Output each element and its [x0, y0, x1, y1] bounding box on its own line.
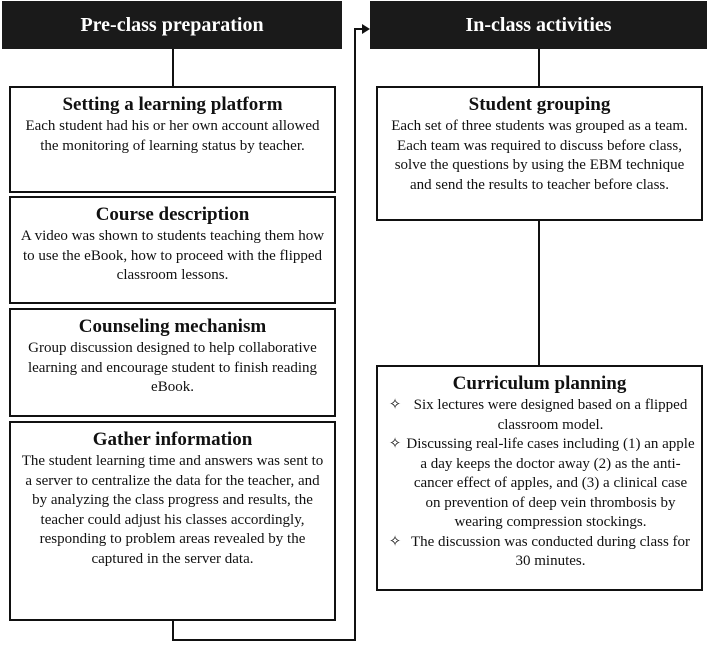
list-item-text: Discussing real-life cases including (1) an apple a day keeps the doctor away (2) as the anti-cancer effect of apples, and (3) a clinical case on prevention of deep vein thrombosis by wearing compression stockings.: [406, 436, 695, 530]
in-class-header: [370, 1, 707, 49]
in-class-header-label: In-class activities: [465, 13, 612, 36]
list-item: [384, 396, 695, 435]
box-title: Curriculum planning: [452, 373, 627, 394]
box-title: Student grouping: [468, 94, 611, 115]
box-body: Each student had his or her own account allowed the monitoring of learning status by teacher.: [25, 118, 320, 154]
box-body: The student learning time and answers was sent to a server to centralize the data for the teacher, and by analyzing the class progress and results, the teacher could adjust his classes accordingly, responding to problem areas revealed by the captured in the server data.: [21, 453, 324, 567]
pre-class-header-label: Pre-class preparation: [80, 13, 264, 36]
box-title: Course description: [95, 204, 250, 225]
list-item: [384, 533, 695, 572]
box-title: Counseling mechanism: [78, 316, 267, 337]
box-course-description: [9, 196, 336, 304]
box-title: Gather information: [92, 429, 253, 450]
box-learning-platform: [9, 86, 336, 193]
list-item: [384, 435, 695, 533]
sparkle-icon: ✧: [388, 397, 402, 413]
box-title: Setting a learning platform: [62, 94, 283, 115]
sparkle-icon: ✧: [388, 533, 402, 550]
box-curriculum-planning: [376, 365, 703, 591]
box-body: Group discussion designed to help collaborative learning and encourage student to finish reading eBook.: [27, 340, 318, 395]
box-counseling-mechanism: [9, 308, 336, 417]
curriculum-list: [384, 396, 695, 572]
arrowhead-right: [362, 24, 370, 34]
box-body: Each set of three students was grouped as a team. Each team was required to discuss before class, solve the questions by using the EBM technique and send the results to teacher before class.: [391, 118, 688, 193]
pre-class-header: [2, 1, 342, 49]
list-item-text: The discussion was conducted during class for 30 minutes.: [410, 533, 691, 569]
box-student-grouping: [376, 86, 703, 221]
box-gather-information: [9, 421, 336, 621]
box-body: A video was shown to students teaching them how to use the eBook, how to proceed with the flipped classroom lessons.: [20, 228, 325, 283]
sparkle-icon: ✧: [388, 436, 402, 452]
list-item-text: Six lectures were designed based on a flipped classroom model.: [413, 397, 688, 433]
